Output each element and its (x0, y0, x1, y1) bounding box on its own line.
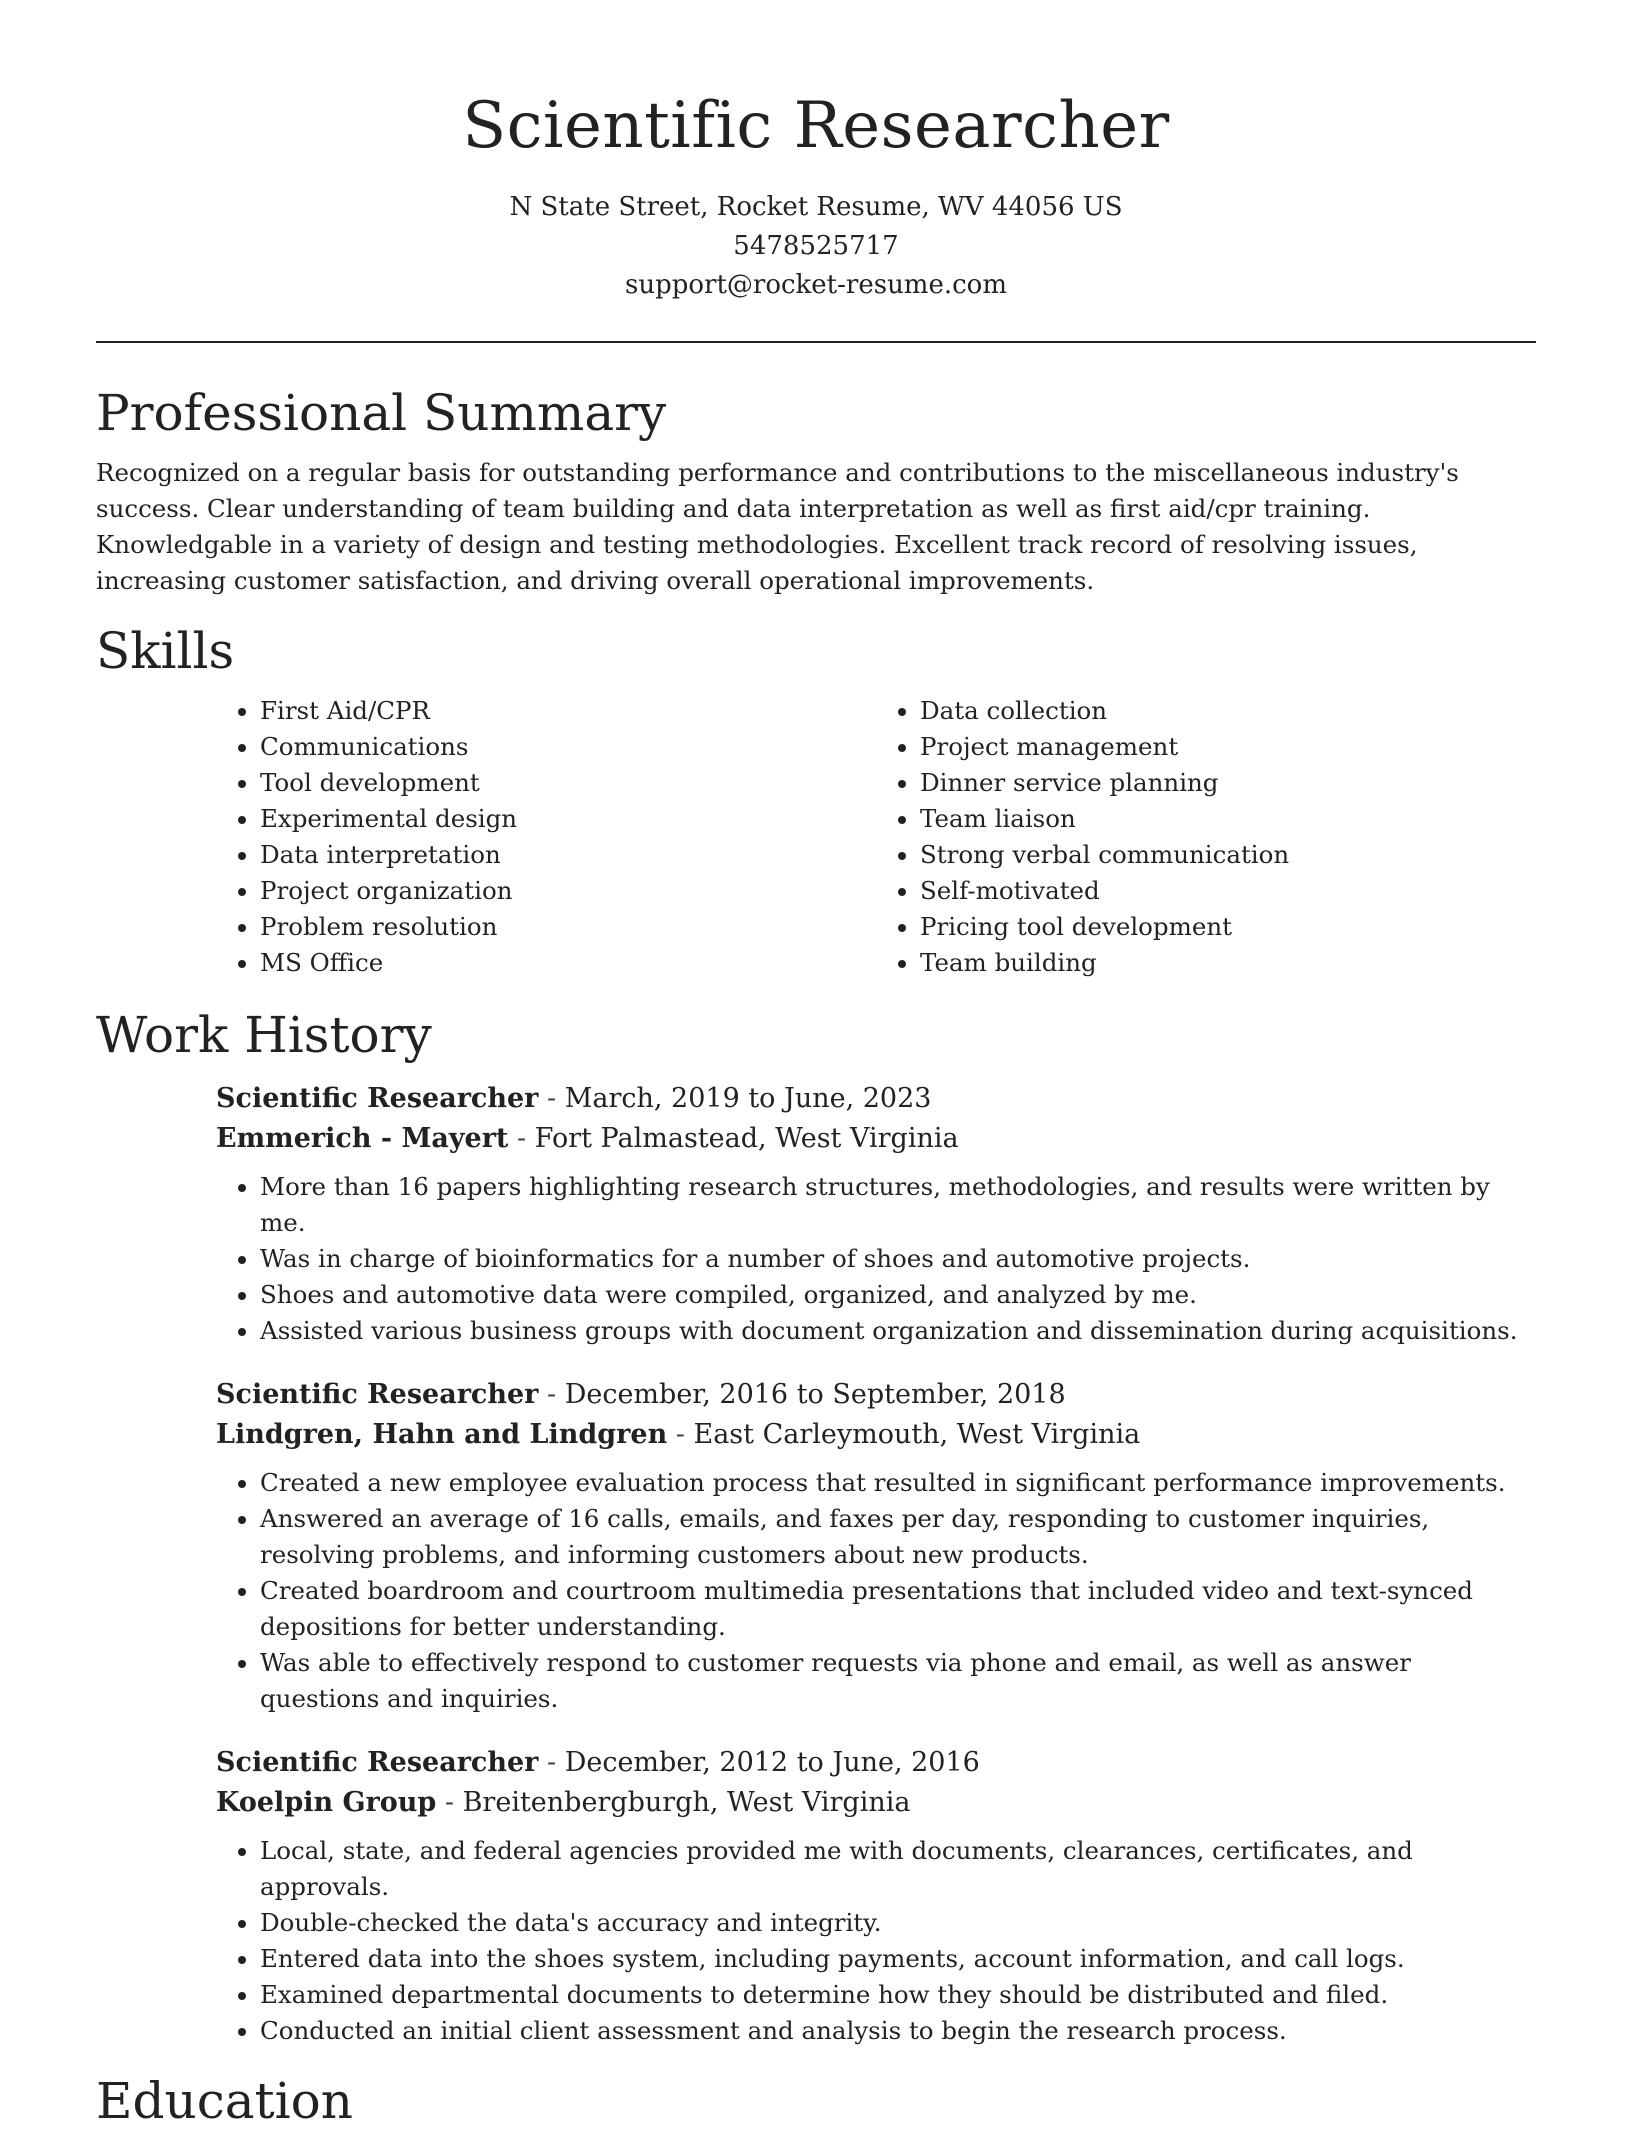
jobs-list (216, 1079, 1536, 2049)
job-bullets (216, 1833, 1536, 2049)
header-divider (96, 341, 1536, 343)
job-location: Fort Palmastead, West Virginia (534, 1123, 959, 1154)
job-role: Scientific Researcher (216, 1379, 539, 1410)
job-bullet: • Entered data into the shoes system, including payments, account information, and call logs. (260, 1941, 1536, 1977)
job-dates: December, 2012 to June, 2016 (564, 1747, 980, 1778)
skills-columns (216, 693, 1536, 981)
job-entry (216, 1743, 1536, 2049)
job-company-line (216, 1783, 1536, 1823)
skill-item: • Team liaison (920, 801, 1536, 837)
job-bullet: • Created boardroom and courtroom multimedia presentations that included video and text-synced depositions for better understanding. (260, 1573, 1536, 1645)
candidate-name: Scientific Researcher (462, 89, 1170, 163)
address: N State Street, Rocket Resume, WV 44056 US (509, 192, 1123, 222)
job-title-line (216, 1375, 1536, 1415)
skills-list-left (216, 693, 876, 981)
job-bullet: • Was able to effectively respond to customer requests via phone and email, as well as answer questions and inquiries. (260, 1645, 1536, 1717)
work-section (96, 1005, 1536, 2049)
skill-item: • Tool development (260, 765, 876, 801)
job-company: Koelpin Group (216, 1787, 437, 1818)
skill-item: • Dinner service planning (920, 765, 1536, 801)
job-company: Lindgren, Hahn and Lindgren (216, 1419, 668, 1450)
job-bullet: • Conducted an initial client assessment and analysis to begin the research process. (260, 2013, 1536, 2049)
job-bullet: • Double-checked the data's accuracy and integrity. (260, 1905, 1536, 1941)
job-bullets (216, 1465, 1536, 1717)
job-title-line (216, 1079, 1536, 1119)
section-title-work: Work History (96, 1006, 432, 1064)
job-entry (216, 1375, 1536, 1717)
phone: 5478525717 (733, 231, 899, 261)
job-company-line (216, 1119, 1536, 1159)
job-bullet: • Created a new employee evaluation process that resulted in significant performance improvements. (260, 1465, 1536, 1501)
job-company-line (216, 1415, 1536, 1455)
section-title-summary: Professional Summary (96, 384, 667, 442)
skill-item: • Project organization (260, 873, 876, 909)
summary-text: Recognized on a regular basis for outstanding performance and contributions to the miscellaneous industry's success. Clear understanding of team building and data interpretation as well as first aid/cpr training. Knowledgable in a variety of design and testing methodologies. Excellent track record of resolving issues, increasing customer satisfaction, and driving overall operational improvements. (96, 458, 1459, 595)
email: support@rocket-resume.com (624, 270, 1007, 300)
skill-item: • Pricing tool development (920, 909, 1536, 945)
job-bullet: • Assisted various business groups with document organization and dissemination during acquisitions. (260, 1313, 1536, 1349)
resume-header (96, 0, 1536, 305)
job-bullet: • Local, state, and federal agencies provided me with documents, clearances, certificates, and approvals. (260, 1833, 1536, 1905)
skill-item: • Project management (920, 729, 1536, 765)
skill-item: • Team building (920, 945, 1536, 981)
skill-item: • Data collection (920, 693, 1536, 729)
skill-item: • Data interpretation (260, 837, 876, 873)
job-bullet: • More than 16 papers highlighting research structures, methodologies, and results were written by me. (260, 1169, 1536, 1241)
skill-item: • Self-motivated (920, 873, 1536, 909)
skills-list-right (876, 693, 1536, 981)
job-role: Scientific Researcher (216, 1747, 539, 1778)
skill-item: • Strong verbal communication (920, 837, 1536, 873)
skill-item: • MS Office (260, 945, 876, 981)
separator: - (508, 1123, 535, 1154)
job-title-line (216, 1743, 1536, 1783)
skill-item: • First Aid/CPR (260, 693, 876, 729)
job-bullets (216, 1169, 1536, 1349)
education-section (96, 2071, 1536, 2131)
job-bullet: • Answered an average of 16 calls, emails, and faxes per day, responding to customer inquiries, resolving problems, and informing customers about new products. (260, 1501, 1536, 1573)
separator: - (538, 1747, 565, 1778)
separator: - (538, 1083, 565, 1114)
skill-item: • Communications (260, 729, 876, 765)
skill-item: • Experimental design (260, 801, 876, 837)
job-bullet: • Examined departmental documents to determine how they should be distributed and filed. (260, 1977, 1536, 2013)
separator: - (667, 1419, 694, 1450)
job-bullet: • Shoes and automotive data were compiled, organized, and analyzed by me. (260, 1277, 1536, 1313)
separator: - (436, 1787, 463, 1818)
skill-item: • Problem resolution (260, 909, 876, 945)
resume-page (96, 0, 1536, 2131)
job-bullet: • Was in charge of bioinformatics for a number of shoes and automotive projects. (260, 1241, 1536, 1277)
summary-section (96, 383, 1536, 599)
job-location: East Carleymouth, West Virginia (693, 1419, 1141, 1450)
job-role: Scientific Researcher (216, 1083, 539, 1114)
job-company: Emmerich - Mayert (216, 1123, 509, 1154)
separator: - (538, 1379, 565, 1410)
skills-section (96, 621, 1536, 981)
section-title-education: Education (96, 2072, 353, 2130)
contact-block (96, 188, 1536, 305)
section-title-skills: Skills (96, 622, 235, 680)
job-entry (216, 1079, 1536, 1349)
job-dates: December, 2016 to September, 2018 (564, 1379, 1066, 1410)
job-dates: March, 2019 to June, 2023 (564, 1083, 932, 1114)
job-location: Breitenbergburgh, West Virginia (462, 1787, 911, 1818)
